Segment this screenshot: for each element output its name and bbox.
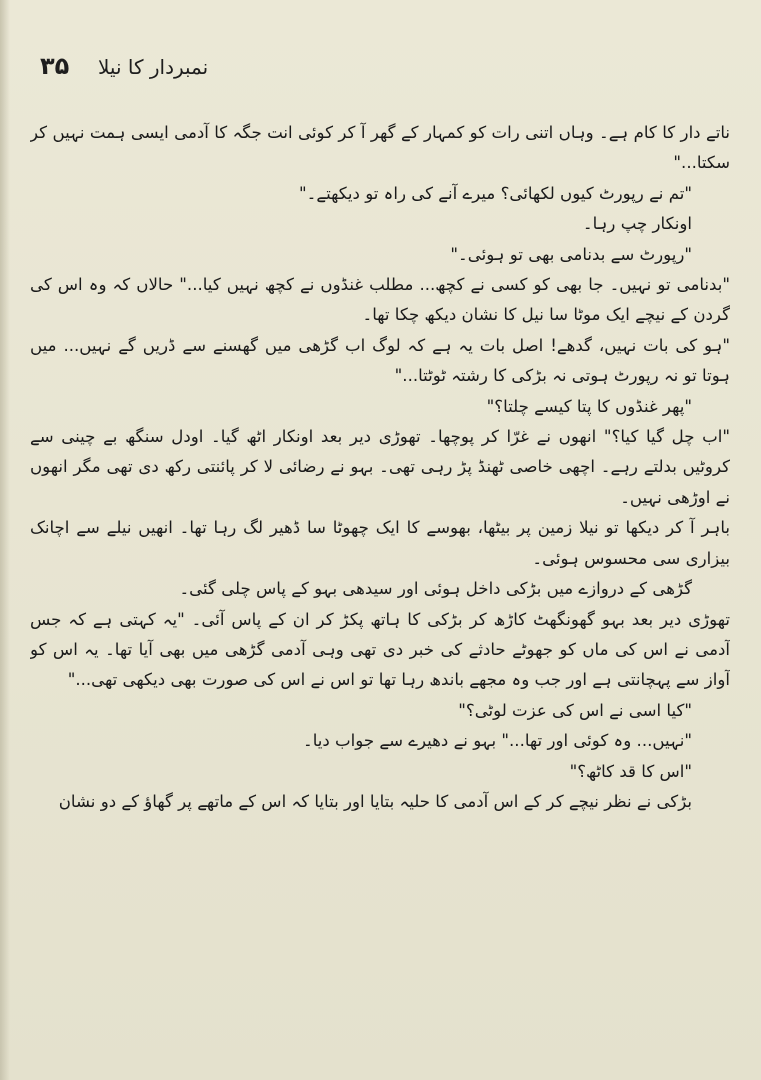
paragraph: بڑکی نے نظر نیچے کر کے اس آدمی کا حلیہ بتایا اور بتایا کہ اس کے ماتھے پر گھاؤ کے دو نشان xyxy=(58,791,692,811)
paragraph: "تم نے رپورٹ کیوں لکھائی؟ میرے آنے کی راہ تو دیکھتے۔" xyxy=(299,183,692,203)
paragraph: "رپورٹ سے بدنامی بھی تو ہوئی۔" xyxy=(450,244,692,264)
page-gutter-shadow xyxy=(0,0,10,1080)
paragraph: "کیا اسی نے اس کی عزت لوٹی؟" xyxy=(458,700,692,720)
paragraph: اونکار چپ رہا۔ xyxy=(582,214,692,234)
paragraph: باہر آ کر دیکھا تو نیلا زمین پر بیٹھا، بھوسے کا ایک چھوٹا سا ڈھیر لگ رہا تھا۔ انھیں نیلے سے اچانک بیزاری سی محسوس ہوئی۔ xyxy=(30,518,730,568)
paragraph: "اس کا قد کاٹھ؟" xyxy=(569,761,692,781)
paragraph: تھوڑی دیر بعد بہو گھونگھٹ کاڑھ کر بڑکی کا ہاتھ پکڑ کر ان کے پاس آئی۔ "یہ کہتی ہے کہ جس آدمی نے اس کی ماں کو جھوٹے حادثے کی خبر دی تھی وہی آدمی گڑھی میں بھی آیا تھا۔ یہ اس کو آواز سے پہچانتی ہے اور جب وہ مجھے باندھ رہا تھا تو اس نے اس کی صورت بھی دیکھی تھی..." xyxy=(30,609,730,690)
paragraph: "ہو کی بات نہیں، گدھے! اصل بات یہ ہے کہ لوگ اب گڑھی میں گھسنے سے ڈریں گے نہیں... میں ہوتا تو نہ رپورٹ ہوتی نہ بڑکی کا رشتہ ٹوٹتا..." xyxy=(30,335,730,386)
paragraph: "بدنامی تو نہیں۔ جا بھی کو کسی نے کچھ... مطلب غنڈوں نے کچھ نہیں کیا..." حالاں کہ وہ اس کی گردن کے نیچے ایک موٹا سا نیل کا نشان دیکھ چکا تھا۔ xyxy=(30,275,730,325)
page-header xyxy=(40,52,730,92)
paragraph: گڑھی کے دروازے میں بڑکی داخل ہوئی اور سیدھی بہو کے پاس چلی گئی۔ xyxy=(179,579,692,599)
page-number: ۳۵ xyxy=(40,52,70,80)
paragraph: ناتے دار کا کام ہے۔ وہاں اتنی رات کو کمہار کے گھر آ کر کوئی انت جگہ کا آدمی ایسی ہمت نہیں کر سکتا..." xyxy=(30,123,730,173)
paragraph: "نہیں... وہ کوئی اور تھا..." بہو نے دھیرے سے جواب دیا۔ xyxy=(302,731,692,751)
running-title: نمبردار کا نیلا xyxy=(98,55,209,79)
body-text xyxy=(30,118,730,1048)
paragraph: "پھر غنڈوں کا پتا کیسے چلتا؟" xyxy=(486,396,692,416)
paragraph: "اب چل گیا کیا؟" انھوں نے غرّا کر پوچھا۔ تھوڑی دیر بعد اونکار اٹھ گیا۔ اودل سنگھ بے چینی سے کروٹیں بدلتے رہے۔ اچھی خاصی ٹھنڈ پڑ رہی تھی۔ بہو نے رضائی لا کر پائنتی رکھ دی تھی مگر انھوں نے اوڑھی نہیں۔ xyxy=(30,427,730,507)
